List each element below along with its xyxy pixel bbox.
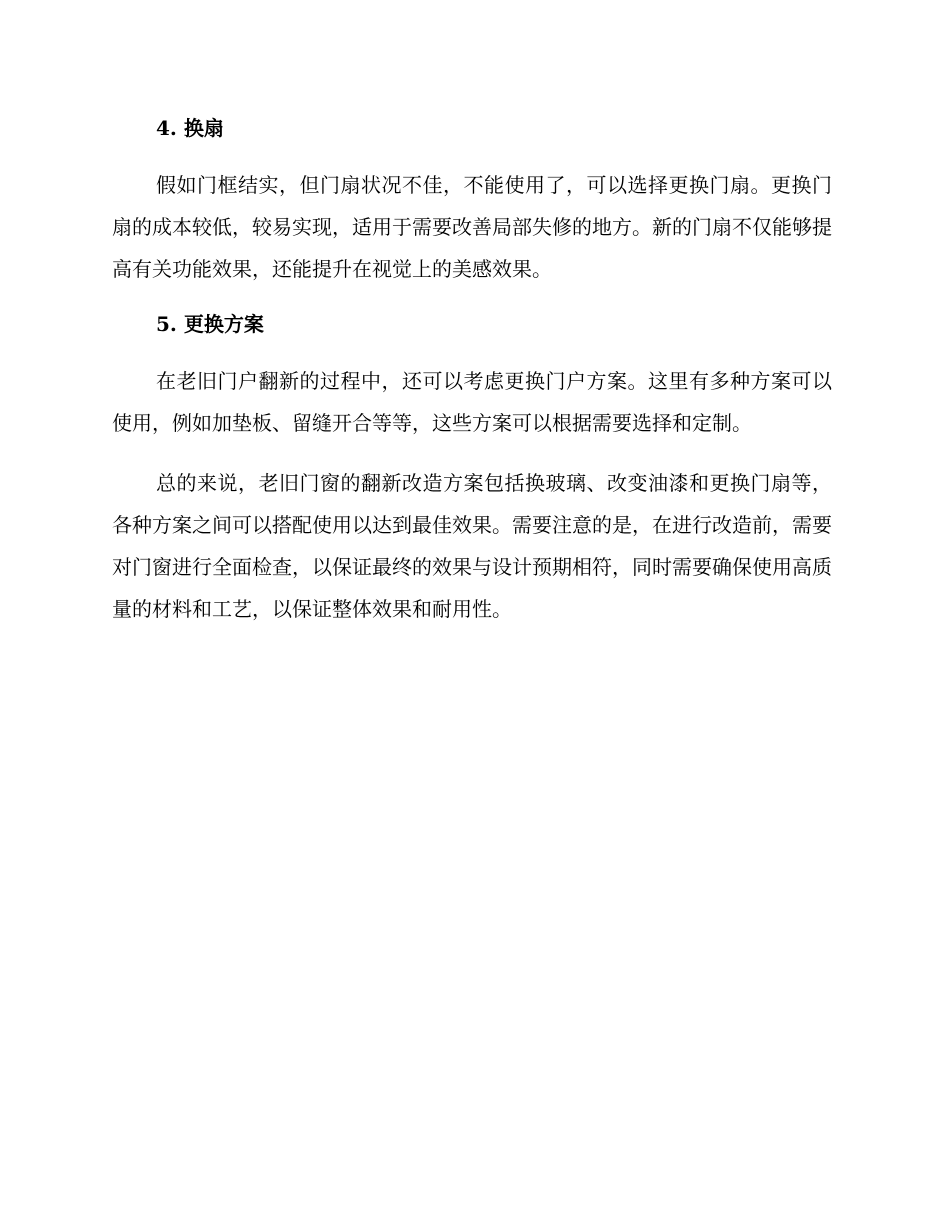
- section-4-paragraph: 假如门框结实，但门扇状况不佳，不能使用了，可以选择更换门扇。更换门扇的成本较低，较易实现，适用于需要改善局部失修的地方。新的门扇不仅能够提高有关功能效果，还能提升在视觉上的美感效果。: [112, 173, 832, 281]
- summary-paragraph: 总的来说，老旧门窗的翻新改造方案包括换玻璃、改变油漆和更换门扇等，各种方案之间可以搭配使用以达到最佳效果。需要注意的是，在进行改造前，需要对门窗进行全面检查，以保证最终的效果与设计预期相符，同时需要确保使用高质量的材料和工艺，以保证整体效果和耐用性。: [112, 471, 832, 621]
- section-heading-5: 5. 更换方案: [156, 312, 264, 336]
- document-body: [112, 112, 832, 630]
- section-5-paragraph-1: 在老旧门户翻新的过程中，还可以考虑更换门户方案。这里有多种方案可以使用，例如加垫板、留缝开合等等，这些方案可以根据需要选择和定制。: [112, 369, 832, 435]
- section-heading-4: 4. 换扇: [156, 116, 224, 140]
